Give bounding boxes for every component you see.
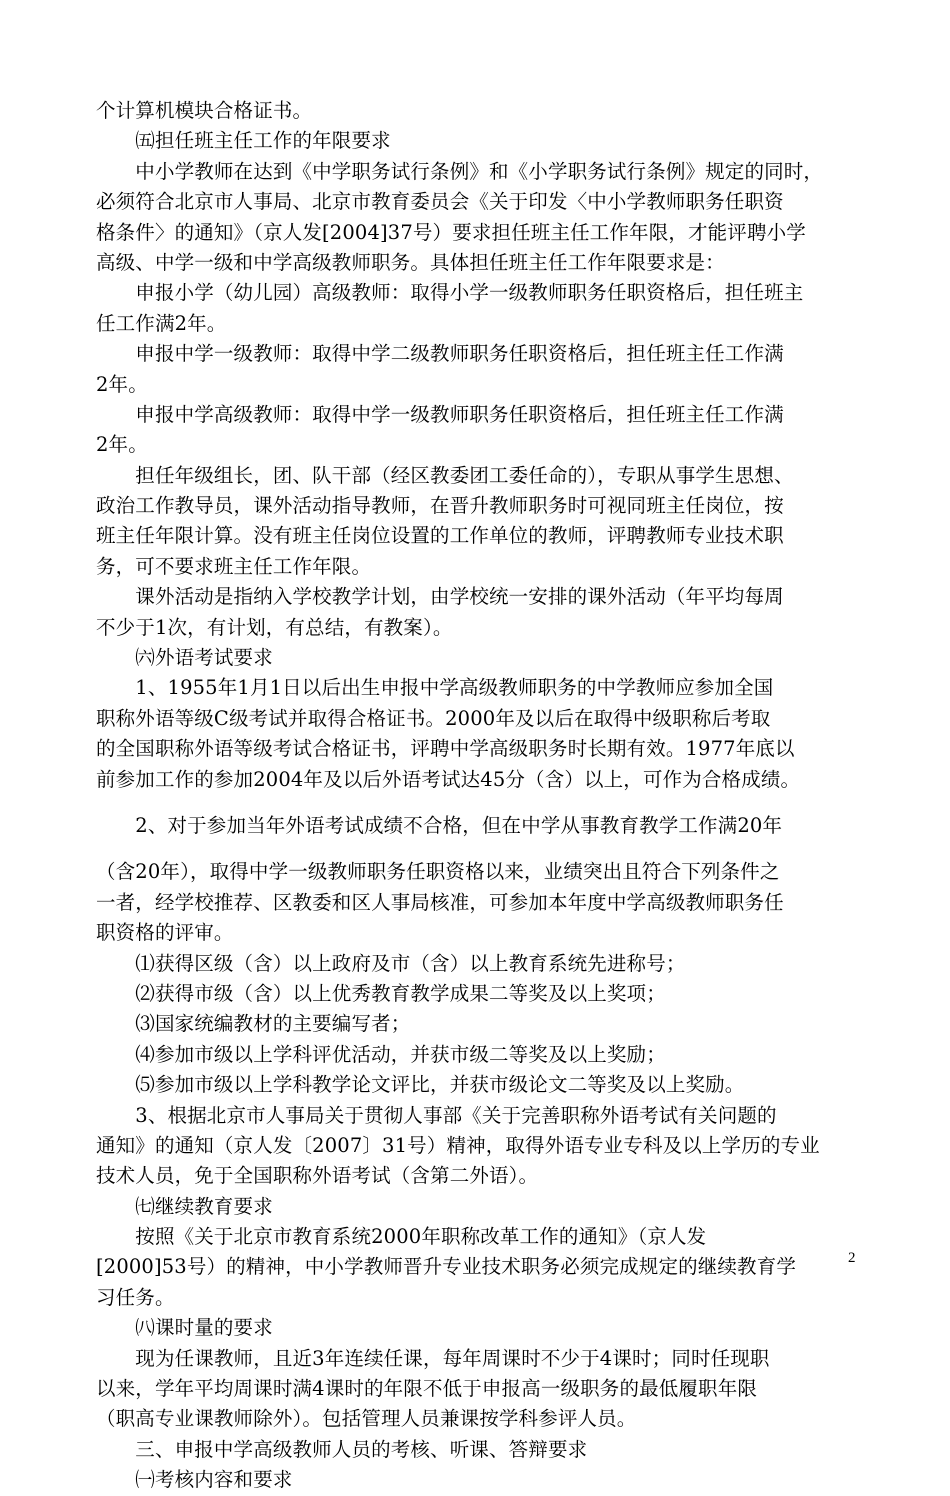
text-line: 职资格的评审。 — [96, 921, 234, 945]
text-line: 必须符合北京市人事局、北京市教育委员会《关于印发〈中小学教师职务任职资 — [96, 190, 784, 214]
text-line: 1、1955年1月1日以后出生申报中学高级教师职务的中学教师应参加全国 — [96, 676, 774, 700]
section-heading: ㈦继续教育要求 — [96, 1194, 273, 1218]
text-line: 申报中学高级教师：取得中学一级教师职务任职资格后，担任班主任工作满 — [96, 402, 784, 426]
text-line: （含20年），取得中学一级教师职务任职资格以来，业绩突出且符合下列条件之 — [96, 860, 780, 884]
text-line: 申报中学一级教师：取得中学二级教师职务任职资格后，担任班主任工作满 — [96, 342, 784, 366]
list-item: ⑶国家统编教材的主要编写者； — [96, 1012, 411, 1036]
text-line: 按照《关于北京市教育系统2000年职称改革工作的通知》（京人发 — [96, 1225, 707, 1249]
text-line: 担任年级组长，团、队干部（经区教委团工委任命的），专职从事学生思想、 — [96, 463, 794, 487]
text-line: 以来，学年平均周课时满4课时的年限不低于申报高一级职务的最低履职年限 — [96, 1377, 758, 1401]
chapter-heading: 三、申报中学高级教师人员的考核、听课、答辩要求 — [96, 1437, 588, 1461]
text-line: 前参加工作的参加2004年及以后外语考试达45分（含）以上，可作为合格成绩。 — [96, 767, 801, 791]
text-line: 课外活动是指纳入学校教学计划，由学校统一安排的课外活动（年平均每周 — [96, 585, 784, 609]
section-heading: ㈤担任班主任工作的年限要求 — [96, 129, 391, 153]
text-line: [2000]53号）的精神，中小学教师晋升专业技术职务必须完成规定的继续教育学 — [96, 1255, 797, 1279]
text-line: 任工作满2年。 — [96, 311, 227, 335]
page-number: 2 — [848, 1250, 856, 1266]
section-heading: ㈧课时量的要求 — [96, 1316, 273, 1340]
body-text — [96, 96, 866, 1496]
text-line: 通知》的通知（京人发〔2007〕31号）精神，取得外语专业专科及以上学历的专业 — [96, 1133, 820, 1157]
text-line: 习任务。 — [96, 1285, 175, 1309]
text-line: 一者，经学校推荐、区教委和区人事局核准，可参加本年度中学高级教师职务任 — [96, 890, 784, 914]
text-line: 申报小学（幼儿园）高级教师：取得小学一级教师职务任职资格后，担任班主 — [96, 281, 804, 305]
text-line: 3、根据北京市人事局关于贯彻人事部《关于完善职称外语考试有关问题的 — [96, 1103, 777, 1127]
paragraph-gap — [96, 795, 866, 811]
text-line: 现为任课教师，且近3年连续任课，每年周课时不少于4课时；同时任现职 — [96, 1346, 770, 1370]
text-line: 2、对于参加当年外语考试成绩不合格，但在中学从事教育教学工作满20年 — [96, 813, 783, 837]
text-line: 2年。 — [96, 433, 148, 457]
text-line: （职高专业课教师除外）。包括管理人员兼课按学科参评人员。 — [96, 1407, 637, 1431]
text-line: 务，可不要求班主任工作年限。 — [96, 554, 372, 578]
text-line: 2年。 — [96, 372, 148, 396]
text-line: 个计算机模块合格证书。 — [96, 99, 313, 122]
text-line: 格条件〉的通知》（京人发[2004]37号）要求担任班主任工作年限，才能评聘小学 — [96, 220, 806, 244]
list-item: ⑷参加市级以上学科评优活动，并获市级二等奖及以上奖励； — [96, 1042, 666, 1066]
text-line: 班主任年限计算。没有班主任岗位设置的工作单位的教师，评聘教师专业技术职 — [96, 524, 784, 548]
text-line: 政治工作教导员，课外活动指导教师，在晋升教师职务时可视同班主任岗位，按 — [96, 494, 784, 518]
paragraph-gap — [96, 841, 866, 857]
text-line: 中小学教师在达到《中学职务试行条例》和《小学职务试行条例》规定的同时， — [96, 159, 824, 183]
text-line: 高级、中学一级和中学高级教师职务。具体担任班主任工作年限要求是： — [96, 250, 725, 274]
list-item: ⑴获得区级（含）以上政府及市（含）以上教育系统先进称号； — [96, 951, 686, 975]
section-heading: ㈠考核内容和要求 — [96, 1468, 293, 1492]
text-line: 职称外语等级C级考试并取得合格证书。2000年及以后在取得中级职称后考取 — [96, 706, 771, 730]
text-line: 的全国职称外语等级考试合格证书，评聘中学高级职务时长期有效。1977年底以 — [96, 737, 795, 761]
section-heading: ㈥外语考试要求 — [96, 646, 273, 670]
text-line: 不少于1次，有计划，有总结，有教案）。 — [96, 615, 453, 639]
text-line: 技术人员，免于全国职称外语考试（含第二外语）。 — [96, 1164, 539, 1188]
list-item: ⑵获得市级（含）以上优秀教育教学成果二等奖及以上奖项； — [96, 981, 666, 1005]
list-item: ⑸参加市级以上学科教学论文评比，并获市级论文二等奖及以上奖励。 — [96, 1073, 745, 1097]
